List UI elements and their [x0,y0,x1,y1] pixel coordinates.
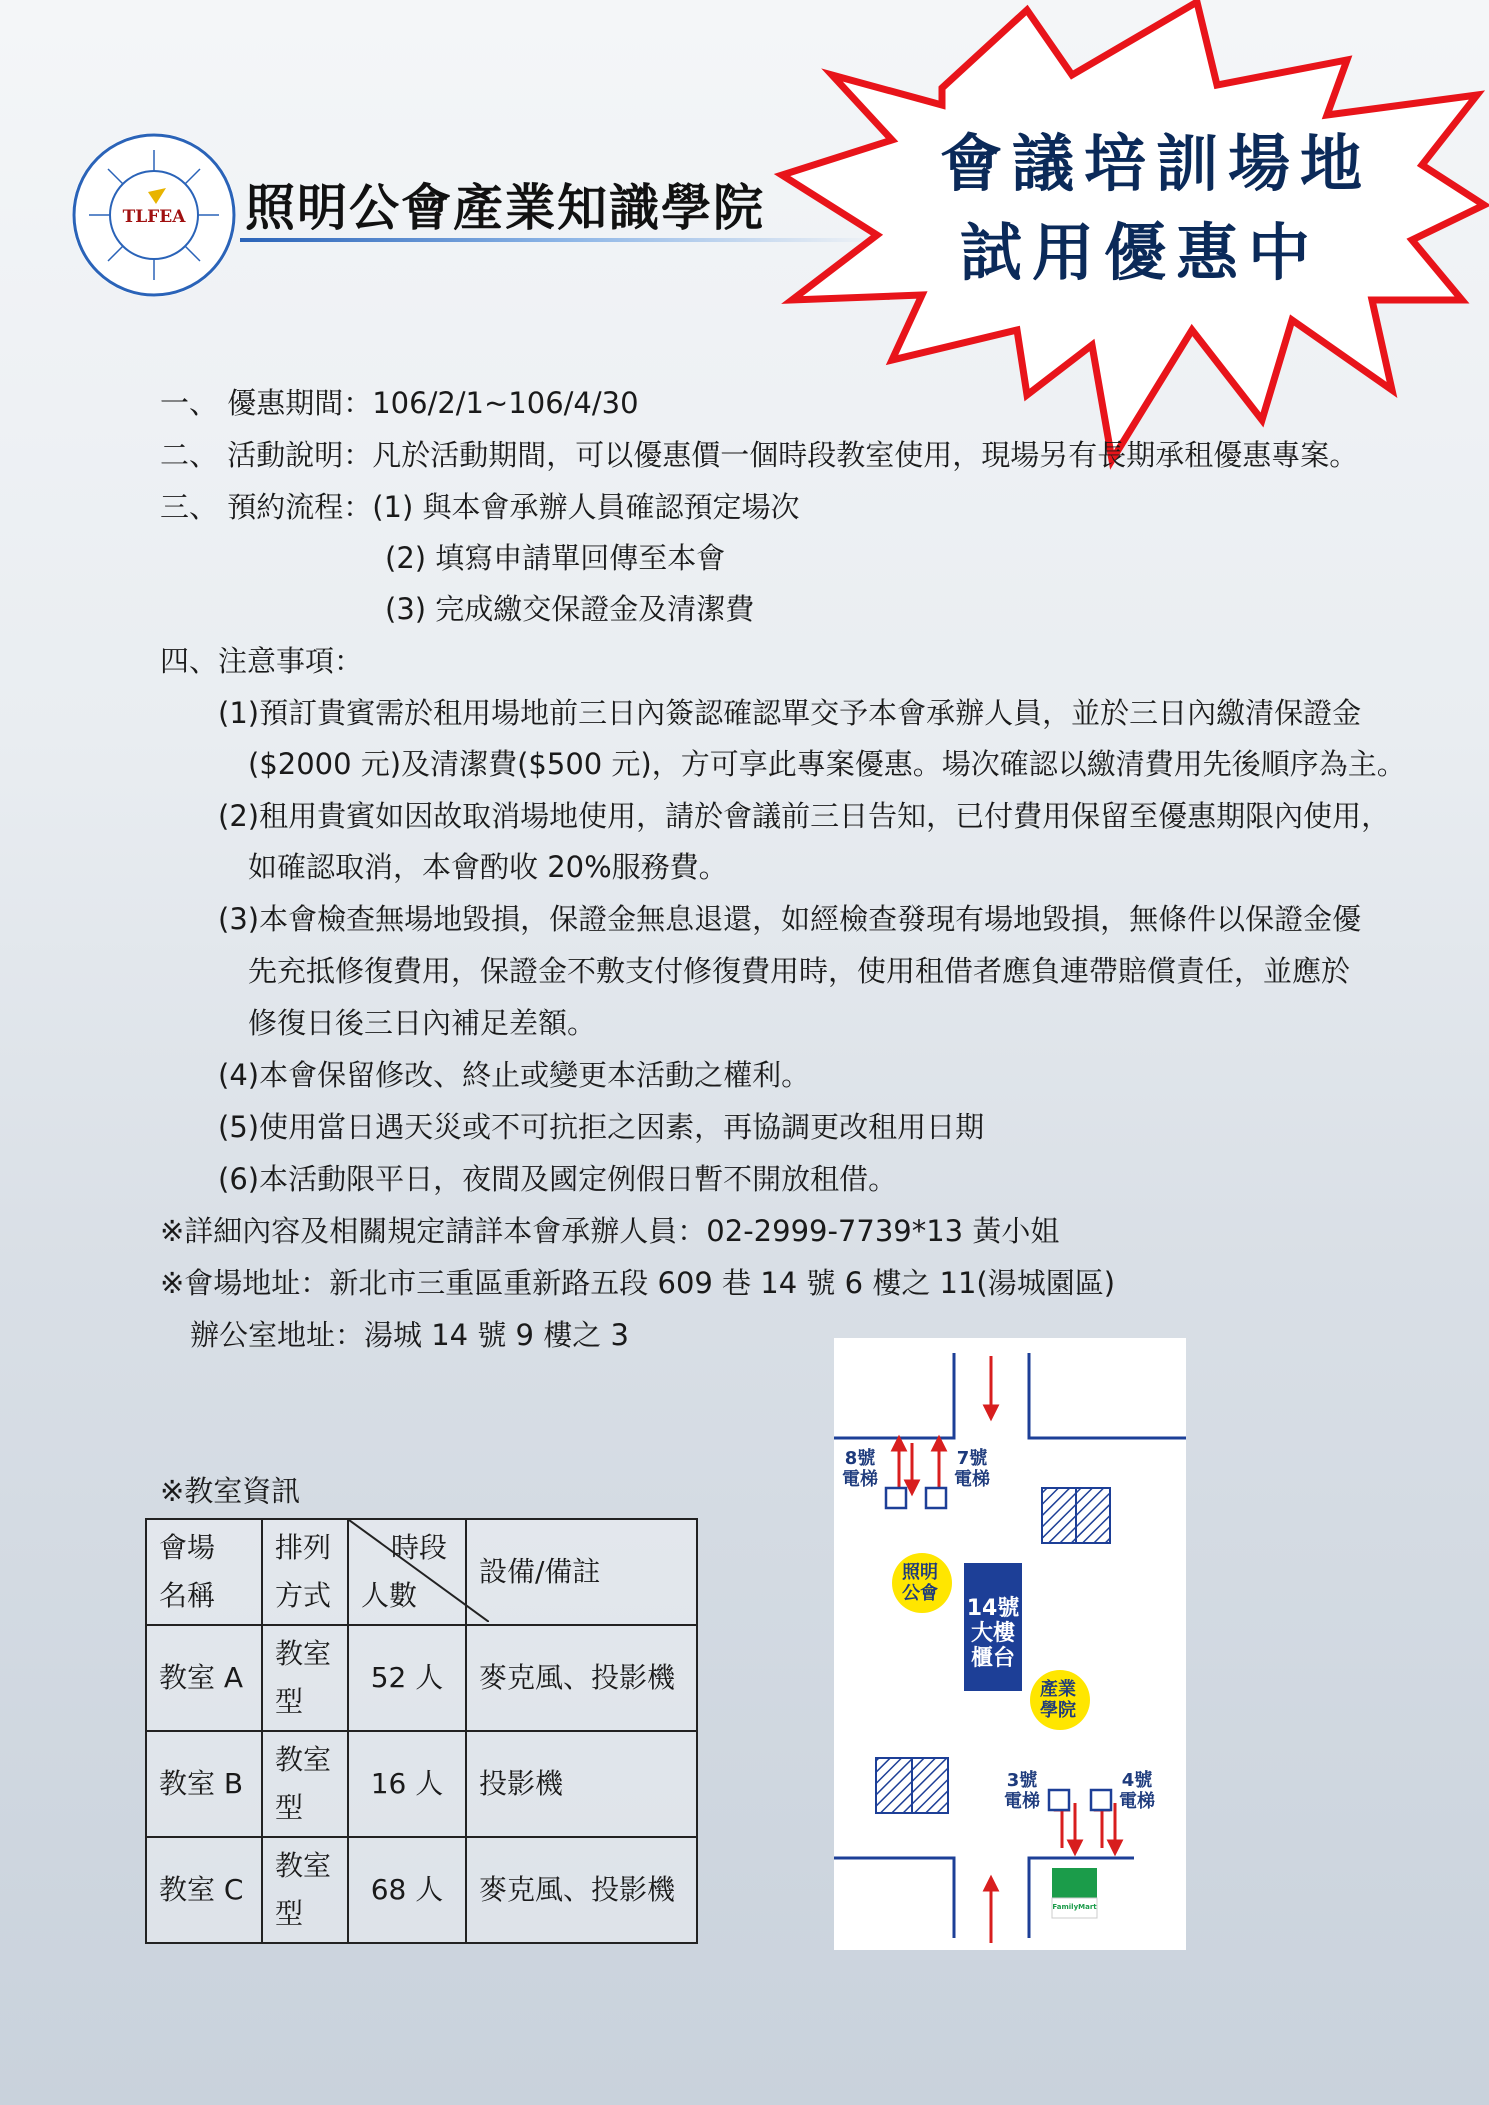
header-venue-name: 會場 名稱 [146,1519,262,1625]
burst-line-1: 會議培訓場地 [940,127,1373,200]
elevator-4-label: 4號 電梯 [1119,1770,1155,1812]
room-equipment: 麥克風、投影機 [466,1837,697,1943]
burst-line-2: 試用優惠中 [960,216,1321,289]
note-5: (5)使用當日遇天災或不可抗拒之因素，再協調更改租用日期 [218,1110,985,1144]
note-2b: 如確認取消，本會酌收 20%服務費。 [248,850,728,884]
note-3c: 修復日後三日內補足差額。 [248,1006,597,1040]
header-time-people: 時段 人數 [348,1519,466,1625]
note-4: (4)本會保留修改、終止或變更本活動之權利。 [218,1058,811,1092]
room-equipment: 投影機 [466,1731,697,1837]
venue-address: ※會場地址：新北市三重區重新路五段 609 巷 14 號 6 樓之 11(湯城園區) [160,1266,1116,1300]
booking-step-2: (2) 填寫申請單回傳至本會 [385,541,726,575]
note-1a: (1)預訂貴賓需於租用場地前三日內簽認確認單交予本會承辦人員，並於三日內繳清保證金 [218,696,1362,730]
note-3a: (3)本會檢查無場地毀損，保證金無息退還，如經檢查發現有場地毀損，無條件以保證金優 [218,902,1362,936]
elevator-7-label: 7號 電梯 [954,1448,990,1490]
union-label: 照明 公會 [902,1562,938,1604]
activity-desc: 二、 活動說明：凡於活動期間，可以優惠價一個時段教室使用，現場另有長期承租優惠專案。 [160,438,1359,472]
promo-period: 一、 優惠期間：106/2/1~106/4/30 [160,386,639,420]
room-arrangement: 教室 型 [262,1625,348,1731]
header-arrangement: 排列 方式 [262,1519,348,1625]
logo-center-text: TLFEA [122,207,186,227]
room-capacity: 68 人 [348,1837,466,1943]
elevator-8-label: 8號 電梯 [842,1448,878,1490]
note-2a: (2)租用貴賓如因故取消場地使用，請於會議前三日告知，已付費用保留至優惠期限內使用， [218,799,1391,833]
note-1b: ($2000 元)及清潔費($500 元)，方可享此專案優惠。場次確認以繳清費用先後順序為主。 [248,747,1406,781]
room-table [145,1518,698,1944]
room-name: 教室 B [146,1731,262,1837]
note-3b: 先充抵修復費用，保證金不敷支付修復費用時，使用租借者應負連帶賠償責任，並應於 [248,954,1351,988]
note-6: (6)本活動限平日，夜間及國定例假日暫不開放租借。 [218,1162,898,1196]
table-row [146,1731,697,1837]
header-equipment: 設備/備註 [466,1519,697,1625]
lobby-label: 14號 大樓 櫃台 [966,1596,1020,1671]
room-arrangement: 教室 型 [262,1837,348,1943]
office-address: 辦公室地址：湯城 14 號 9 樓之 3 [190,1318,629,1352]
room-info-caption: ※教室資訊 [160,1474,301,1508]
table-row [146,1837,697,1943]
room-arrangement: 教室 型 [262,1731,348,1837]
room-capacity: 52 人 [348,1625,466,1731]
location-map [834,1338,1186,1950]
familymart-label: FamilyMart [1052,1903,1097,1911]
page-title: 照明公會產業知識學院 [245,179,765,237]
contact-info: ※詳細內容及相關規定請詳本會承辦人員：02-2999-7739*13 黃小姐 [160,1214,1060,1248]
room-capacity: 16 人 [348,1731,466,1837]
table-row [146,1625,697,1731]
table-header-row [146,1519,697,1625]
elevator-3-label: 3號 電梯 [1004,1770,1040,1812]
booking-step-3: (3) 完成繳交保證金及清潔費 [385,592,755,626]
room-equipment: 麥克風、投影機 [466,1625,697,1731]
academy-label: 產業 學院 [1040,1679,1076,1721]
booking-step-1: 三、 預約流程：(1) 與本會承辦人員確認預定場次 [160,490,800,524]
room-name: 教室 C [146,1837,262,1943]
notes-heading: 四、注意事項： [160,644,364,678]
room-name: 教室 A [146,1625,262,1731]
